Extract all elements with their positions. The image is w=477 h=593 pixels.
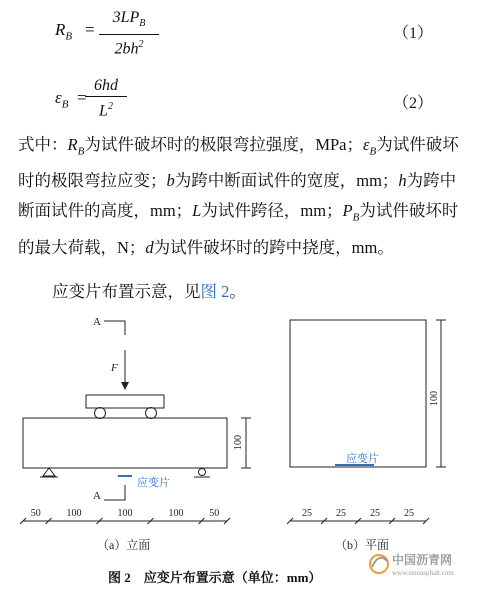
loading-roller-left xyxy=(95,408,106,419)
elevation-dim-label: 50 xyxy=(209,508,220,519)
plan-dim-label: 25 xyxy=(302,508,312,519)
plan-dim-label: 25 xyxy=(404,508,414,519)
elevation-dim-label: 100 xyxy=(117,508,133,519)
caption-plan: （b）平面 xyxy=(335,538,390,552)
eq2-fraction: $\frac{6hd}{L^2}$ xyxy=(85,76,127,121)
eq1-lhs: $R_B$ xyxy=(55,20,73,43)
caption-elevation: （a）立面 xyxy=(97,538,151,552)
figure-caption: 图 2 应变片布置示意（单位：mm） xyxy=(108,570,322,585)
figure-2-link[interactable]: 图 2 xyxy=(200,282,230,301)
elevation-dim-label: 100 xyxy=(66,508,82,519)
watermark-name: 中国沥青网 xyxy=(392,553,453,567)
support-right xyxy=(199,469,206,476)
eq1-equals: = xyxy=(85,20,95,39)
eq1-fraction: $3LP_B$ $2bh^2$ xyxy=(99,8,159,60)
eq2-number: （2） xyxy=(393,95,434,112)
plan-specimen xyxy=(290,320,426,467)
beam-specimen xyxy=(23,418,227,468)
loading-roller-right xyxy=(146,408,157,419)
gauge-label-elevation: 应变片 xyxy=(137,477,170,489)
plan-dim-label: 25 xyxy=(336,508,346,519)
elevation-dim-label: 100 xyxy=(168,508,184,519)
section-label-bottom: A xyxy=(93,490,101,502)
plan-view xyxy=(287,320,446,524)
eq1-number: （1） xyxy=(393,25,434,42)
figure-reference-sentence: 应变片布置示意，见图 2。 xyxy=(52,282,246,301)
definitions-paragraph: 式中：$R_B$为试件破坏时的极限弯拉强度，MPa；$\varepsilon_B$为试件破坏时的极限弯拉应变；b为跨中断面试件的宽度，mm；h为跨中断面试件的高度，mm；L为试件跨径，mm；$P_B$为试件破坏时的最大荷载，N；d为试件破坏时的跨中挠度，mm。 xyxy=(18,135,459,257)
elevation-view xyxy=(20,316,251,524)
plan-dim-label: 25 xyxy=(370,508,380,519)
plan-height-dim: 100 xyxy=(429,391,440,406)
section-marker-bottom xyxy=(104,485,125,500)
elevation-height-dim: 100 xyxy=(233,435,244,450)
section-label-top: A xyxy=(93,316,101,328)
loading-plate xyxy=(86,395,164,408)
force-label: F xyxy=(111,362,118,374)
eq2-lhs: $\varepsilon_B$ xyxy=(55,88,69,111)
support-left xyxy=(43,468,55,476)
eq2-equals: = xyxy=(77,88,87,107)
watermark-url: www.sinoasphalt.com xyxy=(392,569,454,577)
watermark xyxy=(370,552,454,577)
gauge-label-plan: 应变片 xyxy=(346,453,379,465)
elevation-dim-label: 50 xyxy=(30,508,41,519)
section-marker-top xyxy=(104,321,125,335)
